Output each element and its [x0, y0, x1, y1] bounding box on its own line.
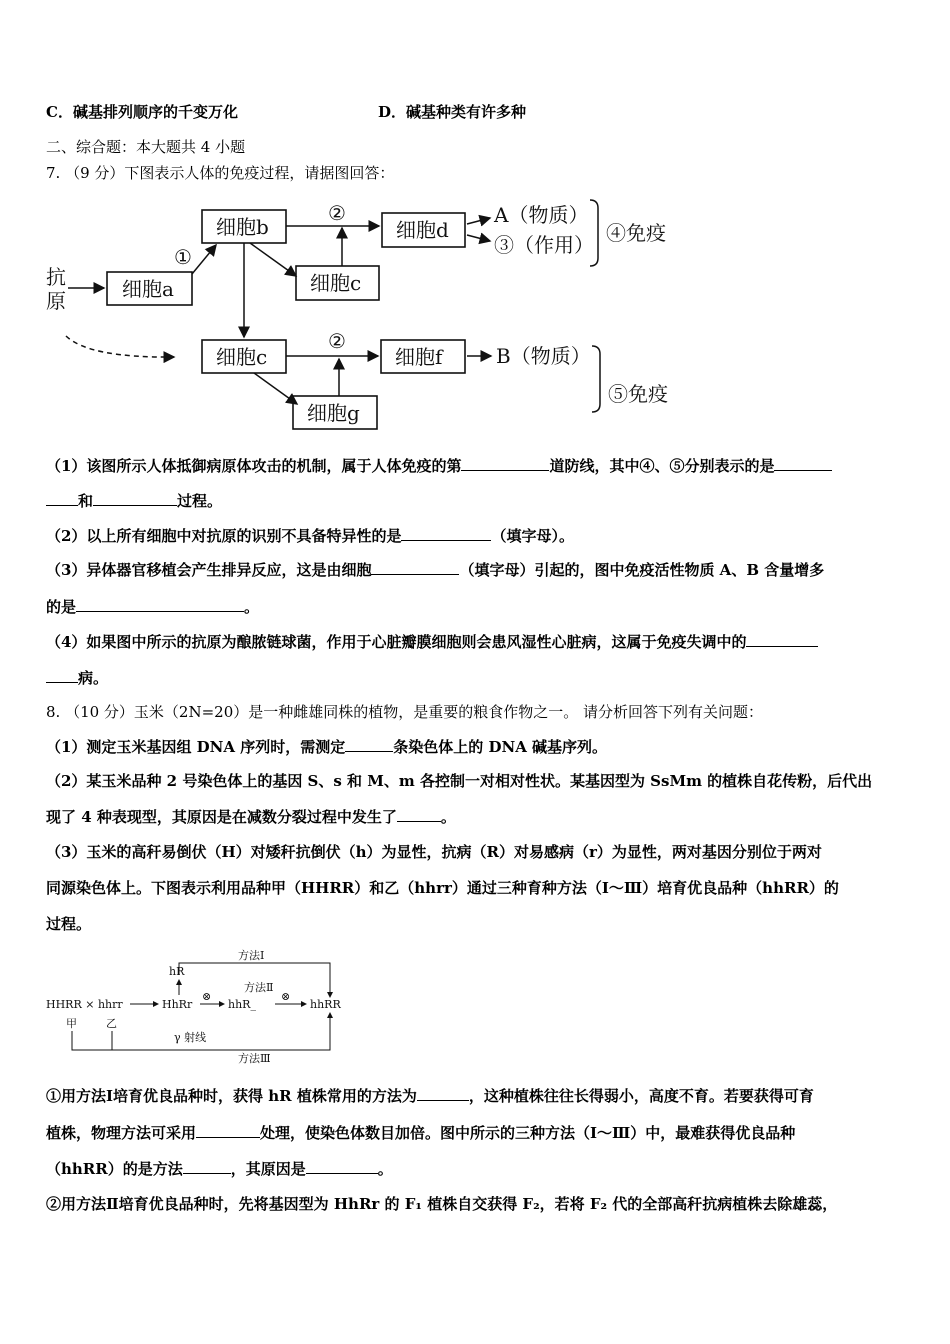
immune-process-diagram: [44, 196, 709, 432]
hhrr-target-label: hhRR: [310, 998, 341, 1011]
answer-blank[interactable]: [397, 806, 441, 822]
q8-sub1-line3: （hhRR）的是方法 ，其原因是 。: [46, 1160, 393, 1178]
output-3-label: ③（作用）: [494, 233, 594, 257]
q7-part4-line2: 病。: [46, 667, 108, 688]
selfing-2-icon: ⊗: [281, 990, 291, 1003]
q8-part1: （1）测定玉米基因组 DNA 序列时，需测定 条染色体上的 DNA 碱基序列。: [46, 738, 608, 756]
immunity-4-label: ④免疫: [606, 221, 666, 245]
cell-f-label: 细胞f: [395, 345, 443, 369]
antigen-label-1: 抗: [46, 265, 66, 289]
answer-blank[interactable]: [461, 455, 549, 471]
step-2-bottom-label: ②: [328, 329, 346, 353]
option-c: C．碱基排列顺序的千变万化: [46, 103, 238, 121]
q8-part2-line2: 现了 4 种表现型，其原因是在减数分裂过程中发生了 。: [46, 808, 456, 826]
selfing-1-icon: ⊗: [202, 990, 212, 1003]
answer-blank[interactable]: [401, 525, 491, 541]
answer-blank[interactable]: [306, 1158, 378, 1174]
q7-part1-line1: （1）该图所示人体抵御病原体攻击的机制，属于人体免疫的第 道防线，其中④、⑤分别表示的是: [46, 455, 832, 476]
hr-label: hR: [169, 965, 185, 978]
answer-blank[interactable]: [774, 455, 832, 471]
answer-blank[interactable]: [345, 736, 393, 752]
cell-d-label: 细胞d: [396, 218, 449, 242]
answer-blank[interactable]: [196, 1122, 260, 1138]
hhr-label: hhR_: [228, 998, 256, 1011]
answer-blank[interactable]: [417, 1085, 469, 1101]
answer-blank[interactable]: [371, 559, 459, 575]
q8-sub1-line2: 植株，物理方法可采用 处理，使染色体数目加倍。图中所示的三种方法（Ⅰ～Ⅲ）中，最难获得优良品种: [46, 1124, 796, 1142]
cross-label: HHRR × hhrr: [46, 998, 123, 1011]
method-1-label: 方法Ⅰ: [238, 949, 265, 962]
q8-sub2: ②用方法Ⅱ培育优良品种时，先将基因型为 HhRr 的 F₁ 植株自交获得 F₂，若将 F₂ 代的全部高秆抗病植株去除雄蕊，: [46, 1195, 838, 1213]
method-2-label: 方法Ⅱ: [244, 981, 274, 994]
cell-e-label: 细胞c: [310, 271, 362, 295]
answer-blank[interactable]: [46, 490, 78, 506]
q7-part1-line2: 和 过程。: [46, 490, 222, 511]
jia-label: 甲: [66, 1017, 77, 1030]
q7-part4-line1: （4）如果图中所示的抗原为酿脓链球菌，作用于心脏瓣膜细胞则会患风湿性心脏病，这属于免疫失调中的: [46, 631, 818, 652]
q8-part3-line2: 同源染色体上。下图表示利用品种甲（HHRR）和乙（hhrr）通过三种育种方法（Ⅰ～Ⅲ）培育优良品种（hhRR）的: [46, 879, 839, 897]
breeding-methods-diagram: [44, 943, 354, 1065]
q8-part3-line1: （3）玉米的高秆易倒伏（H）对矮秆抗倒伏（h）为显性，抗病（R）对易感病（r）为显性，两对基因分别位于两对: [46, 843, 822, 861]
q8-part3-line3: 过程。: [46, 915, 92, 933]
answer-blank[interactable]: [183, 1158, 231, 1174]
option-d: D．碱基种类有许多种: [378, 103, 527, 121]
q7-part3-line1: （3）异体器官移植会产生排异反应，这是由细胞 （填字母）引起的，图中免疫活性物质 A、B 含量增多: [46, 561, 825, 579]
immunity-5-label: ⑤免疫: [608, 382, 668, 406]
answer-blank[interactable]: [746, 631, 818, 647]
antigen-label-2: 原: [46, 289, 66, 313]
answer-blank[interactable]: [93, 490, 177, 506]
q8-stem: 8. （10 分）玉米（2N=20）是一种雌雄同株的植物，是重要的粮食作物之一。 请分析回答下列有关问题：: [46, 703, 764, 721]
answer-blank[interactable]: [76, 596, 244, 612]
step-1-label: ①: [174, 245, 192, 269]
cell-g-label: 细胞g: [307, 401, 360, 425]
cell-b-label: 细胞b: [216, 215, 269, 239]
output-b-label: B（物质）: [496, 344, 591, 368]
q7-part3-line2: 的是 。: [46, 598, 260, 616]
output-a-label: A（物质）: [494, 203, 589, 227]
method-3-label: 方法Ⅲ: [238, 1052, 271, 1065]
q8-part2-line1: （2）某玉米品种 2 号染色体上的基因 S、s 和 M、m 各控制一对相对性状。某基因型为 SsMm 的植株自花传粉，后代出: [46, 772, 873, 790]
q7-part2: （2）以上所有细胞中对抗原的识别不具备特异性的是 （填字母）。: [46, 527, 574, 545]
section-heading: 二、综合题：本大题共 4 小题: [46, 138, 246, 156]
cell-a-label: 细胞a: [122, 277, 174, 301]
step-2-top-label: ②: [328, 201, 346, 225]
q7-stem: 7. （9 分）下图表示人体的免疫过程，请据图回答：: [46, 164, 395, 182]
hhrr-f1-label: HhRr: [162, 998, 193, 1011]
answer-blank[interactable]: [46, 667, 78, 683]
q8-sub1-line1: ①用方法Ⅰ培育优良品种时，获得 hR 植株常用的方法为 ，这种植株往往长得弱小，高度不育。若要获得可育: [46, 1087, 814, 1105]
yi-label: 乙: [106, 1017, 117, 1030]
cell-c-label: 细胞c: [216, 345, 268, 369]
gamma-ray-label: γ 射线: [174, 1031, 207, 1044]
